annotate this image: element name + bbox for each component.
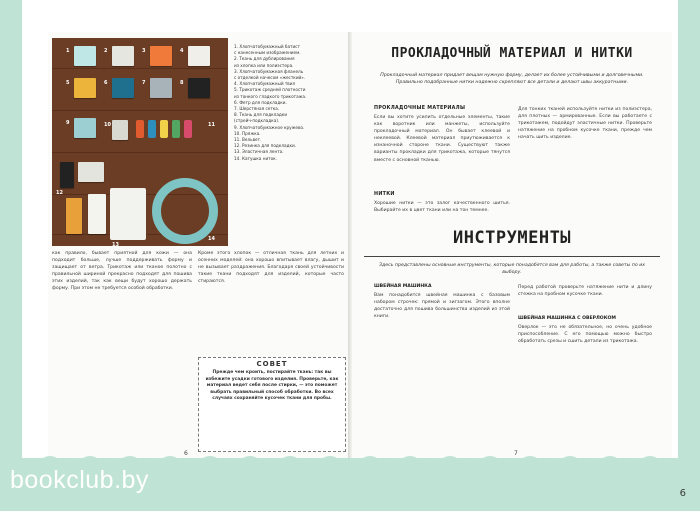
- tools-intro: Здесь представлены основные инструменты, которые понадобятся вам для работы, а также советы по их выбору.: [378, 263, 646, 275]
- left-column-1: как правило, бывает приятной для кожи — она подходит больше, лучше поддерживать форму и защищает от ветра. Трикотаж или тканое полотно с правильной шириной прекрасно подходят для пошива этих изделий, так как вещи будут хорошо держать форму. При этом не требуется особой обработки.: [52, 251, 192, 292]
- legend-item: из тонкого гладкого трикотажа.: [234, 93, 307, 99]
- page-heading-materials: ПРОКЛАДОЧНЫЙ МАТЕРИАЛ И НИТКИ: [391, 46, 633, 61]
- legend-item: 4. Хлопчатобумажный твил: [234, 81, 296, 87]
- subheading-overlock: ШВЕЙНАЯ МАШИНКА С ОВЕРЛОКОМ: [518, 316, 616, 321]
- footer-band-right: [352, 458, 700, 511]
- subheading-interfacing: ПРОКЛАДОЧНЫЕ МАТЕРИАЛЫ: [374, 106, 466, 111]
- subheading-threads: НИТКИ: [374, 192, 395, 197]
- subheading-sewing-machine: ШВЕЙНАЯ МАШИНКА: [374, 284, 432, 289]
- sewing-machine-text-2: Перед работой проверьте натяжение нити и длину стежка на пробном кусочке ткани.: [518, 285, 652, 298]
- tip-box: [198, 357, 346, 452]
- overlock-text: Оверлок — это не обязательное, но очень удобное приспособление. С его помощью можно быстро обработать срезы и сшить детали из трикотажа.: [518, 325, 652, 345]
- legend-item: из хлопка или полиэстера.: [234, 62, 294, 68]
- right-page: [352, 32, 672, 477]
- right-page-number: 7: [514, 450, 518, 457]
- left-page: [48, 32, 348, 477]
- site-logo[interactable]: bookclub.by: [10, 466, 149, 494]
- legend-item: с нанесенным изображением.: [234, 50, 301, 56]
- left-column-2: Кроме этого хлопок — отличная ткань для летних и осенних моделей: она хорошо впитывает влагу, дышит и не вызывает раздражения. Благодаря своей устойчивости такие ткани подходят для изделий, которые часто стираются.: [198, 251, 344, 285]
- legend-item: с отделкой начесом «жесткий».: [234, 75, 306, 81]
- legend-item: 9. Хлопчатобумажное кружево.: [234, 124, 305, 130]
- corner-page-number: 6: [679, 488, 686, 499]
- legend-item: 14. Катушка ниток.: [234, 155, 278, 161]
- legend-item: 2. Ткань для дублирования: [234, 56, 295, 62]
- right-margin-band: [678, 0, 700, 511]
- page-heading-tools: ИНСТРУМЕНТЫ: [452, 228, 572, 248]
- tip-title: СОВЕТ: [256, 360, 288, 368]
- legend-item: 7. Шерстяная сетка.: [234, 106, 280, 112]
- legend-item: 13. Эластичная лента.: [234, 149, 284, 155]
- legend-item: (стрейч-подкладка).: [234, 118, 280, 124]
- threads-text: Хорошие нитки — это залог качественного шитья. Выбирайте их в цвет ткани или на тон темнее.: [374, 201, 510, 214]
- legend-item: 5. Трикотаж средней плотности: [234, 87, 306, 93]
- materials-intro: Прокладочный материал придает вещам нужную форму, делает их более устойчивыми и долговечными. Правильно подобранные нитки надежно скрепляют все детали и делают швы аккуратными.: [380, 73, 644, 85]
- legend-item: 1. Хлопчатобумажный батист: [234, 44, 300, 49]
- heading-rule: [364, 256, 660, 257]
- legend-item: 12. Резинка для подкладки.: [234, 143, 297, 149]
- elastic-tape-roll: [152, 178, 218, 244]
- photo-legend: [234, 44, 342, 162]
- left-margin-band: [0, 0, 22, 511]
- legend-item: 3. Хлопчатобумажная фланель: [234, 68, 304, 74]
- footer-wave: [0, 450, 700, 464]
- legend-item: 6. Фетр для подкладки.: [234, 99, 287, 105]
- legend-item: 8. Ткань для подкладки: [234, 112, 288, 118]
- left-page-number: 6: [184, 450, 188, 457]
- right-column-2: Для тонких тканей используйте нитки из полиэстера, для плотных — армированные. Если вы работаете с трикотажем, подойдут эластичные нитки. Проверьте натяжение на пробном кусочке ткани, прежде чем начать шить изделие.: [518, 107, 652, 141]
- sewing-machine-text: Вам понадобится швейная машинка с базовым набором строчек: прямой и зигзагом. Этого вполне достаточно для пошива большинства изделий из этой книги.: [374, 293, 510, 320]
- legend-item: 11. Вельвет.: [234, 137, 262, 143]
- tip-text: Прежде чем кроить, постирайте ткань: так вы избежите усадки готового изделия. Проверьте, как материал ведет себя после стирки, — это поможет выбрать правильный способ обработки. Во всех случаях сохраняйте кусочек ткани для пробы.: [205, 370, 339, 402]
- legend-item: 10. Пряжка.: [234, 130, 261, 136]
- interfacing-text: Если вы хотите усилить отдельные элементы, такие как воротник или манжеты, используйте прокладочный материал. Он бывает клеевой и неклеевой. Клеевой материал приутюживается к изнаночной стороне ткани. Существуют также варианты прокладки для трикотажа, которые тянутся вместе с основной тканью.: [374, 115, 510, 163]
- materials-photo: 1 2 3 4 5 6 7 8 9 10 11 12 13 14: [52, 38, 228, 246]
